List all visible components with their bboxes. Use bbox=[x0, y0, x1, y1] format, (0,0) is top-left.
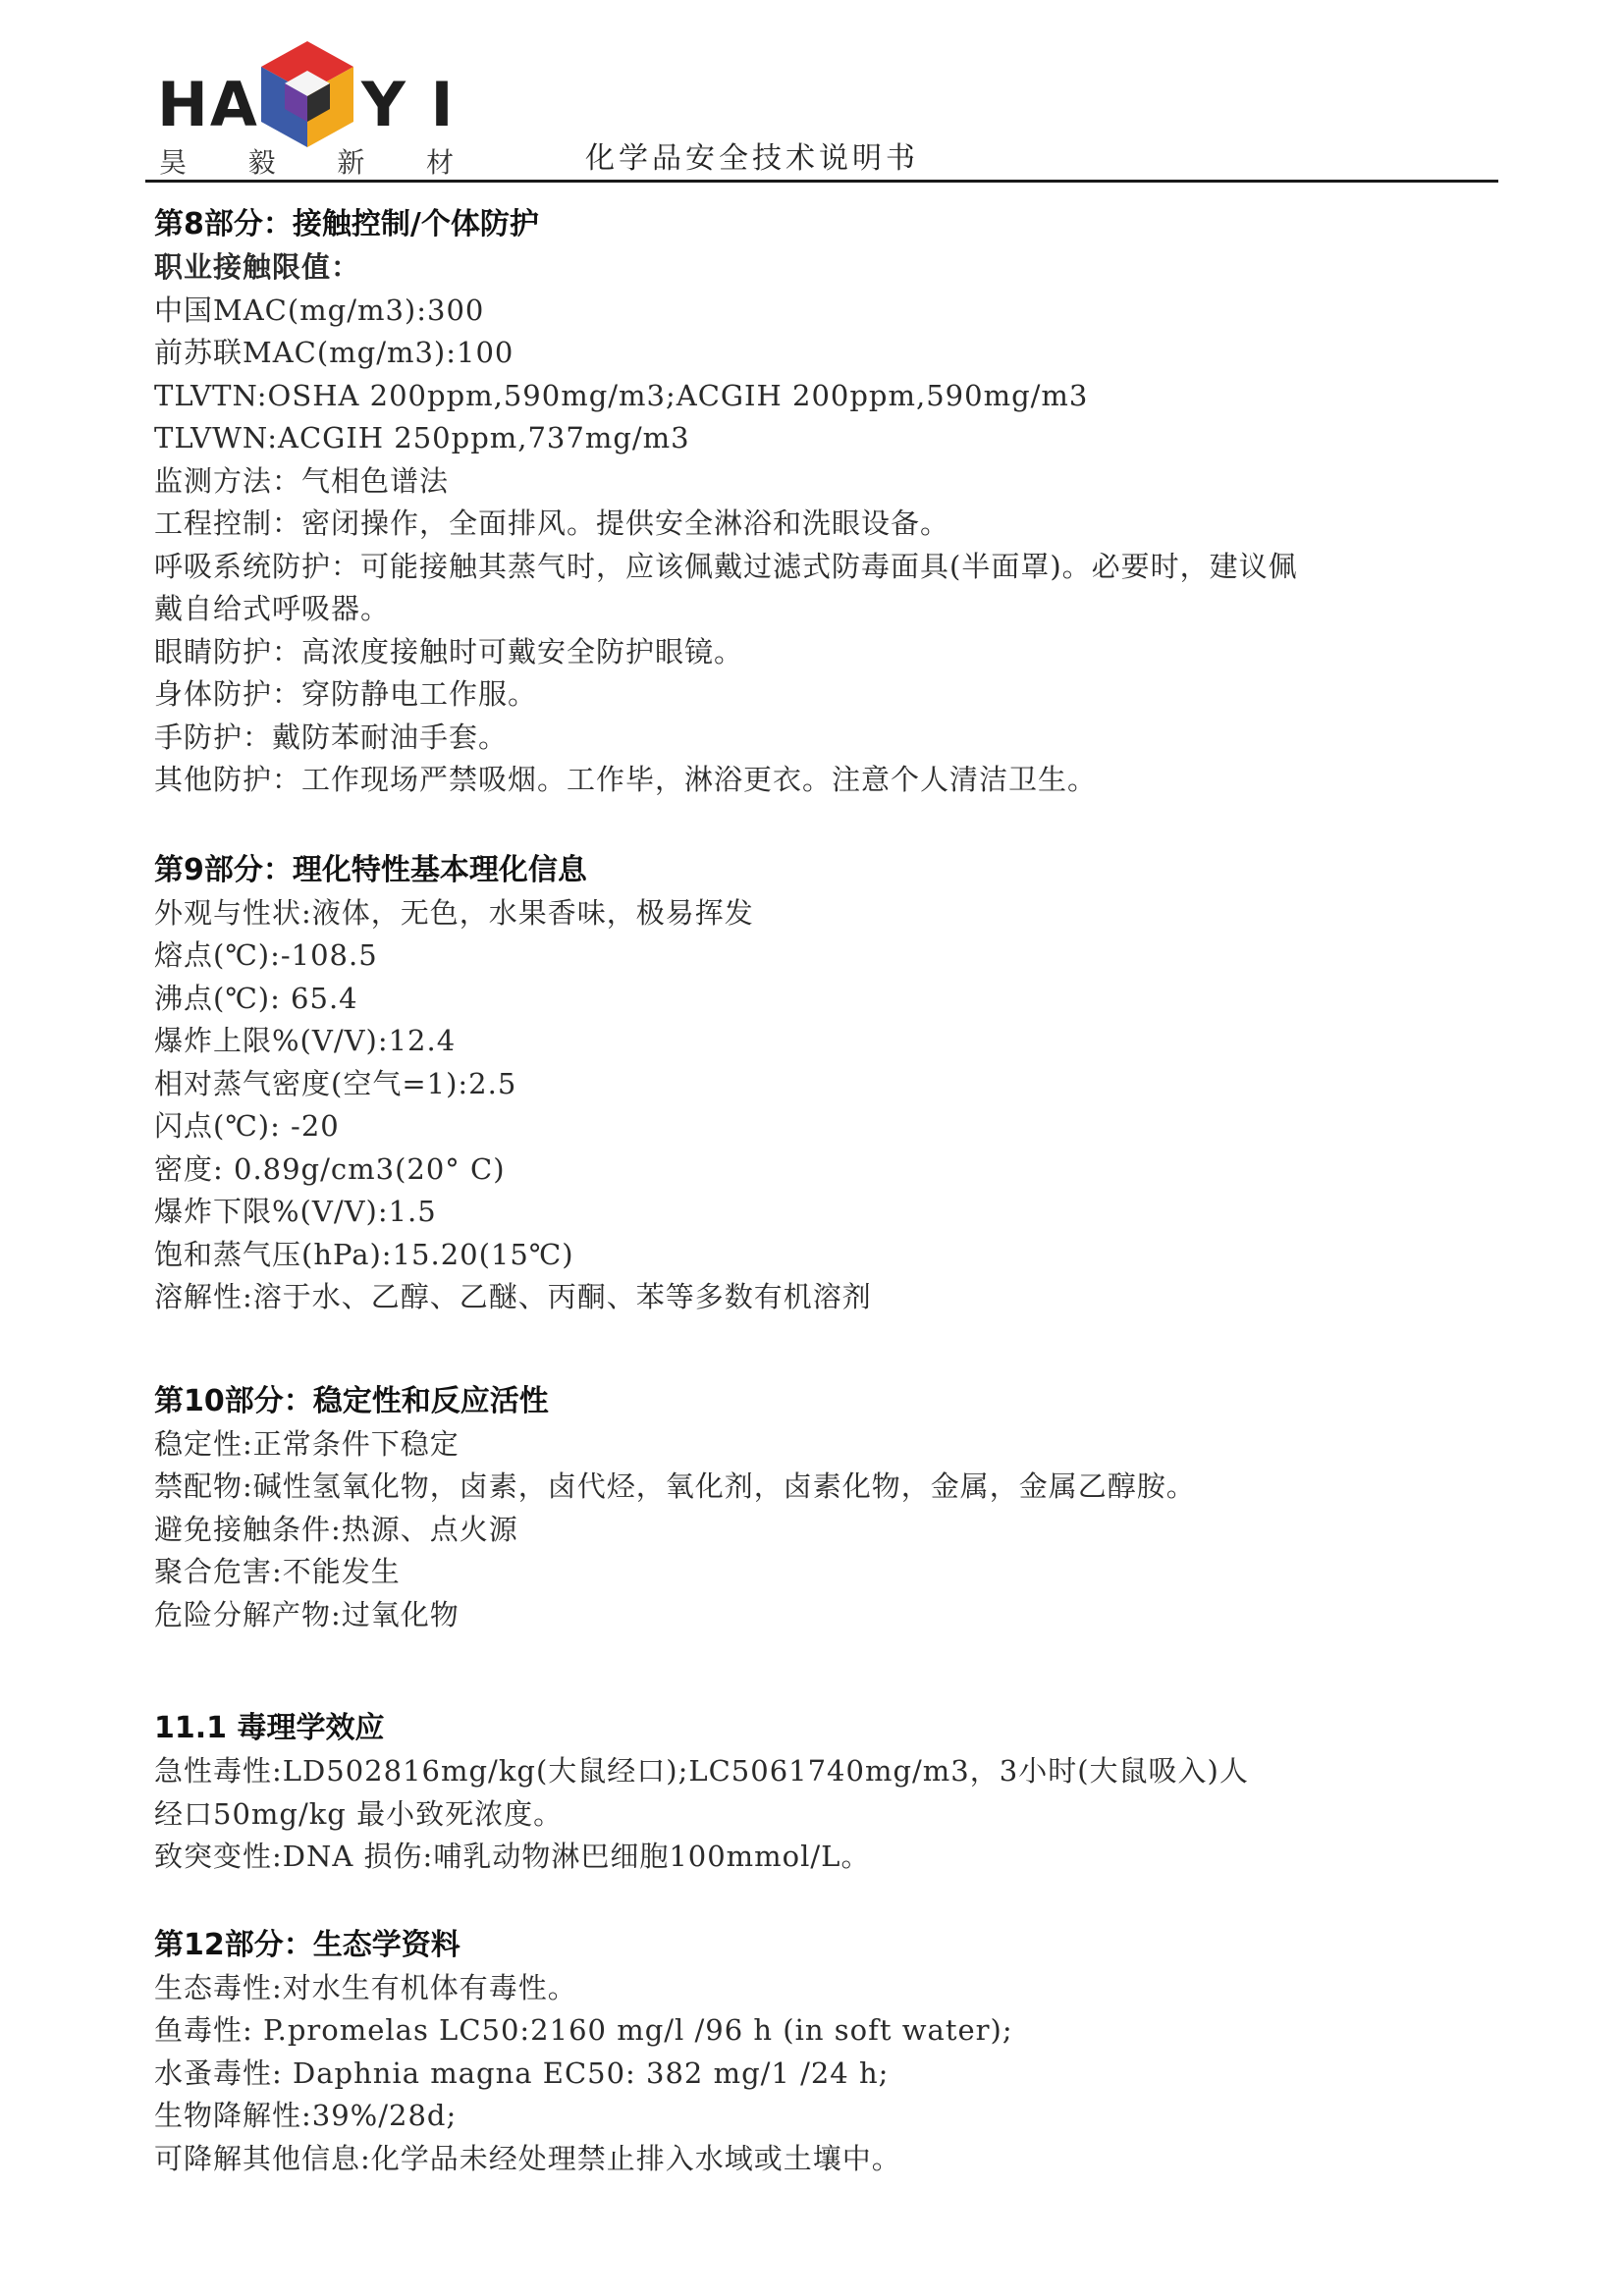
text-line: 戴自给式呼吸器。 bbox=[154, 592, 391, 625]
logo-text-right: Y I bbox=[361, 69, 456, 140]
text-line: 爆炸上限%(V/V):12.4 bbox=[154, 1024, 457, 1057]
document-body bbox=[154, 203, 1470, 2180]
logo-char: 昊 bbox=[159, 146, 188, 179]
text-line: 急性毒性:LD502816mg/kg(大鼠经口);LC5061740mg/m3，3小时(大鼠吸入)人 bbox=[154, 1754, 1249, 1788]
cube-logo-icon bbox=[253, 37, 361, 155]
text-line: 监测方法：气相色谱法 bbox=[154, 463, 450, 498]
section-8 bbox=[154, 203, 1470, 802]
text-line: 熔点(℃):-108.5 bbox=[154, 938, 378, 972]
text-line: 危险分解产物:过氧化物 bbox=[154, 1597, 460, 1631]
text-line: 眼睛防护：高浓度接触时可戴安全防护眼镜。 bbox=[154, 634, 744, 668]
section-heading: 第8部分：接触控制/个体防护 bbox=[154, 207, 539, 241]
logo-char: 毅 bbox=[247, 146, 276, 179]
section-11 bbox=[154, 1707, 1470, 1879]
text-line: 生态毒性:对水生有机体有毒性。 bbox=[154, 1970, 577, 2004]
text-line: 闪点(℃): -20 bbox=[154, 1109, 340, 1143]
page-header bbox=[155, 37, 1498, 183]
logo-chinese-name bbox=[159, 143, 454, 183]
text-line: 身体防护：穿防静电工作服。 bbox=[154, 677, 538, 711]
text-line: TLVWN:ACGIH 250ppm,737mg/m3 bbox=[154, 421, 690, 454]
section-9 bbox=[154, 849, 1470, 1319]
text-line: 禁配物:碱性氢氧化物，卤素，卤代烃，氧化剂，卤素化物，金属，金属乙醇胺。 bbox=[154, 1469, 1196, 1503]
text-line: TLVTN:OSHA 200ppm,590mg/m3;ACGIH 200ppm,590mg/m3 bbox=[154, 378, 1089, 412]
document-title: 化学品安全技术说明书 bbox=[585, 141, 919, 176]
text-line: 外观与性状:液体，无色，水果香味，极易挥发 bbox=[154, 895, 754, 930]
text-line: 生物降解性:39%/28d; bbox=[154, 2099, 458, 2132]
text-line: 经口50mg/kg 最小致死浓度。 bbox=[154, 1796, 564, 1831]
text-line: 爆炸下限%(V/V):1.5 bbox=[154, 1195, 437, 1228]
text-line: 其他防护：工作现场严禁吸烟。工作毕，淋浴更衣。注意个人清洁卫生。 bbox=[154, 763, 1098, 796]
text-line: 溶解性:溶于水、乙醇、乙醚、丙酮、苯等多数有机溶剂 bbox=[154, 1280, 872, 1313]
text-line: 沸点(℃): 65.4 bbox=[154, 981, 358, 1015]
subheading: 职业接触限值： bbox=[154, 250, 361, 284]
section-heading: 11.1 毒理学效应 bbox=[154, 1711, 385, 1745]
text-line: 致突变性:DNA 损伤:哺乳动物淋巴细胞100mmol/L。 bbox=[154, 1840, 871, 1873]
section-12 bbox=[154, 1924, 1470, 2181]
text-line: 饱和蒸气压(hPa):15.20(15℃) bbox=[154, 1237, 574, 1271]
section-spacer bbox=[154, 1319, 1470, 1380]
text-line: 避免接触条件:热源、点火源 bbox=[154, 1512, 518, 1546]
text-line: 水蚤毒性: Daphnia magna EC50: 382 mg/1 /24 h; bbox=[154, 2056, 890, 2090]
text-line: 稳定性:正常条件下稳定 bbox=[154, 1426, 460, 1461]
logo-char: 新 bbox=[337, 146, 365, 179]
text-line: 密度: 0.89g/cm3(20° C) bbox=[154, 1151, 506, 1186]
text-line: 鱼毒性: P.promelas LC50:2160 mg/l /96 h (in soft water); bbox=[154, 2013, 1013, 2047]
section-spacer bbox=[154, 1636, 1470, 1707]
section-10 bbox=[154, 1380, 1470, 1637]
header-divider bbox=[145, 180, 1498, 183]
text-line: 前苏联MAC(mg/m3):100 bbox=[154, 336, 514, 369]
text-line: 聚合危害:不能发生 bbox=[154, 1555, 401, 1588]
section-heading: 第12部分：生态学资料 bbox=[154, 1927, 460, 1962]
company-logo bbox=[155, 37, 469, 179]
logo-text-left: HA bbox=[157, 69, 259, 140]
text-line: 相对蒸气密度(空气=1):2.5 bbox=[154, 1066, 517, 1100]
section-heading: 第10部分：稳定性和反应活性 bbox=[154, 1383, 549, 1418]
text-line: 手防护：戴防苯耐油手套。 bbox=[154, 720, 509, 754]
text-line: 可降解其他信息:化学品未经处理禁止排入水域或土壤中。 bbox=[154, 2141, 901, 2175]
section-spacer bbox=[154, 1879, 1470, 1924]
section-heading: 第9部分：理化特性基本理化信息 bbox=[154, 852, 587, 887]
text-line: 呼吸系统防护：可能接触其蒸气时，应该佩戴过滤式防毒面具(半面罩)。必要时，建议佩 bbox=[154, 549, 1298, 583]
text-line: 工程控制：密闭操作，全面排风。提供安全淋浴和洗眼设备。 bbox=[154, 507, 950, 540]
section-spacer bbox=[154, 802, 1470, 849]
logo-char: 材 bbox=[425, 146, 454, 179]
text-line: 中国MAC(mg/m3):300 bbox=[154, 293, 485, 327]
